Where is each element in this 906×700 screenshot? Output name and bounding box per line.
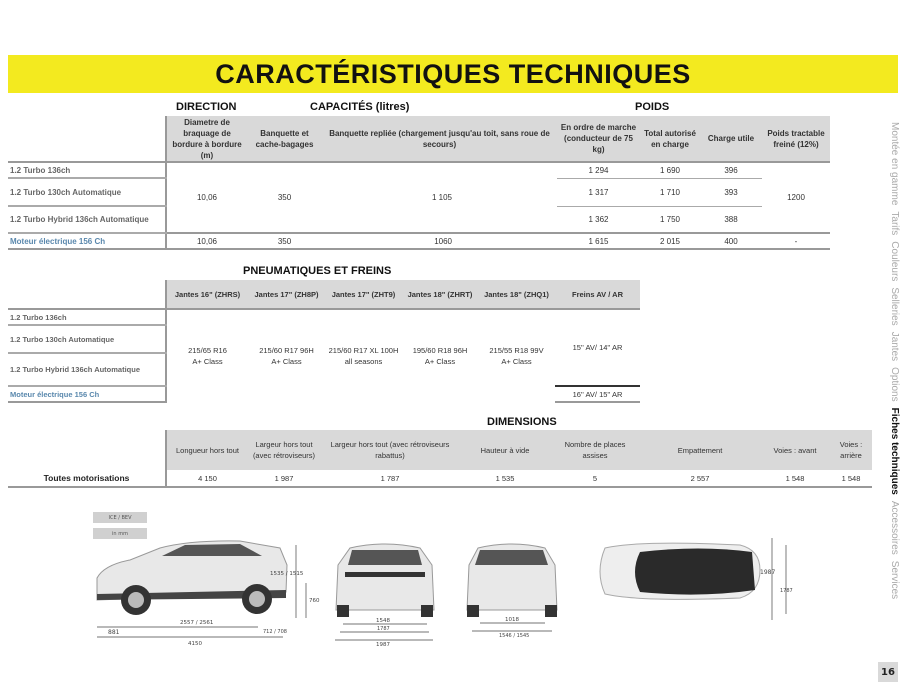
tag-ice-bev: ICE / BEV	[93, 512, 147, 523]
row-label: 1.2 Turbo 130ch Automatique	[8, 325, 166, 353]
top-view-car	[600, 538, 793, 620]
cell-repliee: 1 105	[322, 162, 557, 233]
cell-largeur: 1 987	[248, 470, 320, 487]
nav-item-couleurs[interactable]: Couleurs	[889, 241, 900, 282]
row-label: 1.2 Turbo Hybrid 136ch Automatique	[8, 353, 166, 386]
cell-en-ordre: 1 615	[557, 233, 640, 249]
nav-item-accessoires[interactable]: Accessoires	[889, 500, 900, 555]
header-voies-arriere: Voies : arrière	[830, 430, 872, 470]
header-freins: Freins AV / AR	[555, 280, 640, 309]
dim-top-width-folded: 1787	[780, 588, 793, 594]
header-empattement: Empattement	[640, 430, 760, 470]
dim-front-track: 1548	[376, 618, 390, 624]
dim-length: 4150	[188, 641, 202, 647]
cell-en-ordre: 1 294	[557, 162, 640, 178]
cell-total: 1 690	[640, 162, 700, 178]
page-number: 16	[878, 662, 898, 682]
header-tractable: Poids tractable freiné (12%)	[762, 116, 830, 162]
tyre-class: A+ Class	[501, 357, 532, 366]
dim-front-overhang: 881	[108, 629, 120, 636]
tyre-size: 215/60 R17 XL 100H	[328, 346, 399, 355]
dim-height: 1535 / 1515	[270, 571, 304, 577]
header-diametre: Diametre de braquage de bordure à bordure (m)	[166, 116, 247, 162]
side-nav	[880, 122, 900, 642]
tyre-class: all seasons	[344, 357, 383, 366]
dim-rear-track: 1546 / 1545	[499, 633, 530, 639]
tyre-class: A+ Class	[424, 357, 456, 366]
header-total: Total autorisé en charge	[640, 116, 700, 162]
row-label: Toutes motorisations	[8, 470, 166, 487]
cell-voies-arriere: 1 548	[830, 470, 872, 487]
dim-ground: 760	[309, 598, 320, 604]
section-dimensions: DIMENSIONS	[487, 416, 557, 428]
header-repliee: Banquette repliée (chargement jusqu'au toit, sans roue de secours)	[322, 116, 557, 162]
cell-banquette: 350	[247, 162, 322, 233]
header-longueur: Longueur hors tout	[166, 430, 248, 470]
header-hauteur: Hauteur à vide	[460, 430, 550, 470]
cell-en-ordre: 1 362	[588, 214, 609, 224]
cell-freins-ice: 15'' AV/ 14'' AR	[555, 309, 640, 386]
row-label-ev: Moteur électrique 156 Ch	[8, 233, 166, 249]
section-pneumatiques: PNEUMATIQUES ET FREINS	[243, 265, 392, 277]
cell-hauteur: 1 535	[460, 470, 550, 487]
header-places: Nombre de places assises	[550, 430, 640, 470]
nav-item-jantes[interactable]: Jantes	[889, 331, 900, 362]
nav-item-services[interactable]: Services	[889, 560, 900, 600]
cell-diametre: 10,06	[166, 233, 247, 249]
cell-charge: 396	[700, 162, 762, 178]
front-view-car	[335, 544, 434, 648]
tyre-size: 215/60 R17 96H	[259, 346, 314, 355]
dim-front-width-folded: 1787	[377, 626, 390, 632]
cell-en-ordre: 1 317	[557, 178, 640, 206]
row-label-ev: Moteur électrique 156 Ch	[8, 386, 166, 402]
cell-tractable: 1200	[762, 162, 830, 233]
row-label: 1.2 Turbo 130ch Automatique	[8, 178, 166, 206]
cell-longueur: 4 150	[166, 470, 248, 487]
dim-rear-overhang: 712 / 708	[263, 629, 287, 635]
cell-voies-avant: 1 548	[760, 470, 830, 487]
header-banquette: Banquette et cache-bagages	[247, 116, 322, 162]
header-charge: Charge utile	[700, 116, 762, 162]
header-largeur: Largeur hors tout (avec rétroviseurs)	[248, 430, 320, 470]
section-poids: POIDS	[635, 101, 670, 113]
cell-repliee: 1060	[322, 233, 557, 249]
dim-rear-inner: 1018	[505, 617, 519, 623]
header-jantes-17-zh8p: Jantes 17" (ZH8P)	[248, 280, 325, 309]
header-jantes-18-zhrt: Jantes 18" (ZHRT)	[402, 280, 478, 309]
header-en-ordre: En ordre de marche (conducteur de 75 kg)	[557, 116, 640, 162]
cell-diametre: 10,06	[166, 162, 247, 233]
dim-top-width: 1987	[760, 569, 776, 576]
section-capacites: CAPACITÉS (litres)	[310, 101, 410, 113]
cell-charge: 388	[724, 214, 738, 224]
nav-item-fiches-techniques[interactable]: Fiches techniques	[889, 407, 900, 495]
tyre-size: 215/65 R16	[188, 346, 227, 355]
nav-item-options[interactable]: Options	[889, 367, 900, 402]
row-label: 1.2 Turbo Hybrid 136ch Automatique	[8, 206, 166, 233]
cell-empattement: 2 557	[640, 470, 760, 487]
cell-total: 2 015	[640, 233, 700, 249]
cell-freins-ev: 16'' AV/ 15'' AR	[555, 386, 640, 402]
cell-banquette: 350	[247, 233, 322, 249]
cell-largeur-rabattus: 1 787	[320, 470, 460, 487]
header-voies-avant: Voies : avant	[760, 430, 830, 470]
row-label: 1.2 Turbo 136ch	[8, 309, 166, 325]
cell-charge: 393	[700, 178, 762, 206]
header-jantes-18-zhq1: Jantes 18" (ZHQ1)	[478, 280, 555, 309]
tyre-size: 215/55 R18 99V	[489, 346, 544, 355]
nav-item-selleries[interactable]: Selleries	[889, 287, 900, 326]
header-largeur-rabattus: Largeur hors tout (avec rétroviseurs rabattus)	[320, 430, 460, 470]
cell-total: 1 710	[640, 178, 700, 206]
cell-total: 1 750	[659, 214, 681, 224]
header-jantes-16: Jantes 16" (ZHRS)	[166, 280, 248, 309]
dim-front-width: 1987	[376, 642, 390, 648]
side-view-car	[97, 541, 320, 647]
tyre-class: A+ Class	[271, 357, 302, 366]
tag-unit: in mm	[93, 528, 147, 539]
cell-places: 5	[550, 470, 640, 487]
cell-tractable: -	[762, 233, 830, 249]
cell-charge: 400	[700, 233, 762, 249]
nav-item-mont-e-en-gamme[interactable]: Montée en gamme	[889, 122, 900, 206]
dim-wheelbase: 2557 / 2561	[180, 620, 214, 626]
nav-item-tarifs[interactable]: Tarifs	[889, 211, 900, 236]
page-title: CARACTÉRISTIQUES TECHNIQUES	[215, 58, 691, 89]
header-jantes-17-zht9: Jantes 17" (ZHT9)	[325, 280, 402, 309]
row-label: 1.2 Turbo 136ch	[8, 162, 166, 178]
tyre-class: A+ Class	[192, 357, 223, 366]
rear-view-car	[467, 544, 557, 639]
tyre-size: 195/60 R18 96H	[412, 346, 468, 355]
section-direction: DIRECTION	[176, 101, 237, 113]
